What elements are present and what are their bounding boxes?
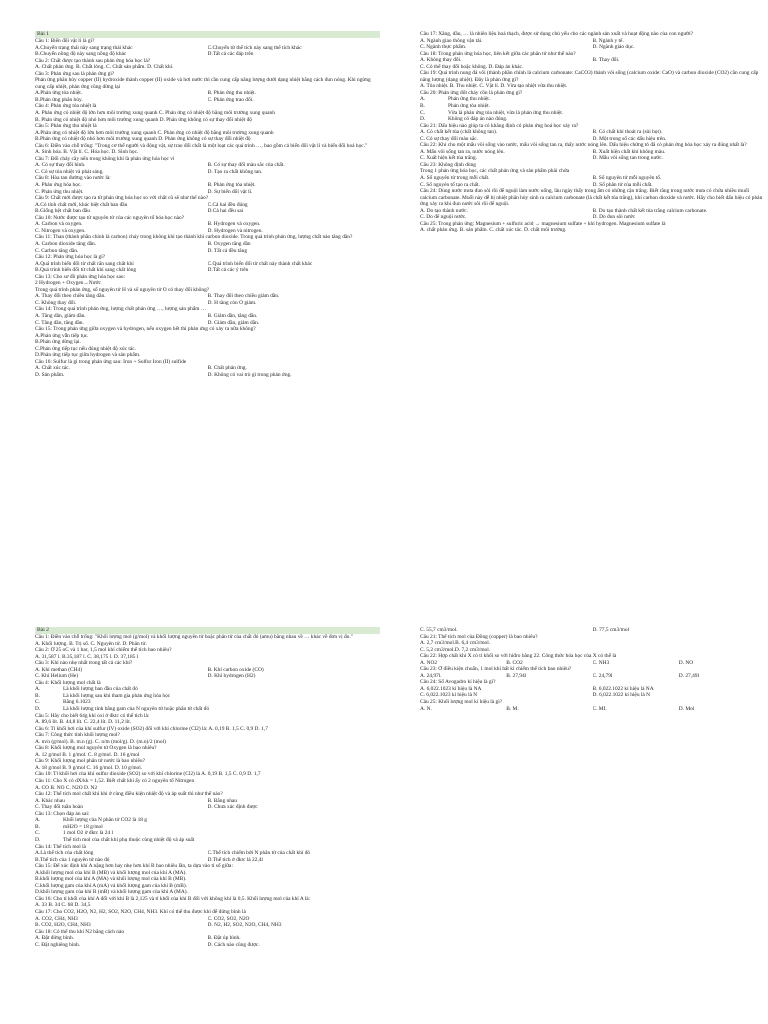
options-row (420, 214, 765, 221)
question-text: Câu 5: Hãy cho biết 64g khí oxi ở đktc có thể tích là: (35, 712, 150, 719)
options-row (35, 267, 380, 274)
text-line: A.Phản ứng có nhiệt độ lớn hơn môi trường xung quanh C. Phản ứng có nhiệt độ bằng môi trường xung quanh (35, 129, 274, 136)
answer-option: B. Ngành y tế. (592, 37, 624, 44)
question-text: Câu 11: Cho X có dX/kk = 1,52. Biết chất khí ấy có 2 nguyên tố Nitrogen (35, 778, 195, 785)
answer-option: B. Chất phản ứng. (207, 365, 247, 372)
question-text: Câu 21: Thể tích mol của Đồng (copper) là bao nhiêu? (420, 633, 538, 640)
question-text: Câu 25: Trong phản ứng: Magnesium + sulfuric acid → magnesium sulfate + khí hydrogen. Magnesium sulfate là (420, 220, 666, 227)
options-row (35, 208, 380, 215)
options-row (35, 942, 380, 949)
answer-option: B. Hydrogen và oxygen. (207, 221, 261, 228)
option-label: B. (420, 103, 425, 110)
answer-option: C. Tăng dần, tăng dần. (35, 319, 84, 326)
text-line: A. 31,587 l. B.35,187 l. C. 38,175 l. D. 37,185 l (35, 653, 139, 660)
answer-option: B. M. (506, 705, 519, 712)
text-line: B. Phản ứng có nhiệt độ nhỏ hơn môi trường xung quanh D. Phản ứng không có sự thay đổi nhiệt độ (35, 116, 252, 123)
answer-option: B. Phản ứng tỏa nhiệt. (207, 182, 256, 189)
question-text: Câu 12: Thể tích mol chất khí khi ở cùng điều kiện nhiệt độ và áp suất thì như thế nào? (35, 791, 223, 798)
answer-option: D.Tất cả các ý trên (207, 267, 249, 274)
answer-option: D. 27,49l (678, 672, 699, 679)
answer-option: A. CO2, CH4, NH3 (35, 915, 78, 922)
answer-option: B. Oxygen tăng dần (207, 240, 251, 247)
answer-option: D. Cách nào cũng được. (207, 941, 260, 948)
option-label: C. (420, 109, 425, 116)
text-line: C.Phản ứng tiếp tục nếu đúng nhiệt độ xúc tác. (35, 345, 136, 352)
option-label: D. (420, 116, 426, 123)
answer-option: D.Cả hai đều sai (207, 208, 244, 215)
answer-option: A. Không thay đổi. (420, 57, 462, 64)
answer-option: D. Chưa xác định được (207, 804, 258, 811)
question-text: Câu 23: Không định dùng (420, 161, 477, 168)
option-text: Là khối lượng ban đầu của chất đó (63, 686, 138, 693)
question-text: Câu 9: Chất mới được tạo ra từ phản ứng hóa học so với chất cũ sẽ như thế nào? (35, 195, 209, 202)
question-text: Câu 3: Khí nào nhẹ nhất trong tất cả các khí? (35, 660, 133, 667)
answer-option: B. Bằng nhau (207, 797, 237, 804)
answer-option: C. 24,79l (592, 672, 613, 679)
answer-option: B. Có sự thay đổi màu sắc của chất. (207, 162, 285, 169)
question-text: Câu 4: Phản ứng tỏa nhiệt là (35, 103, 97, 110)
options-row (420, 57, 765, 64)
answer-option: B. Thay đổi theo chiều giảm dần. (207, 293, 280, 300)
answer-option: A. Tăng dần, giảm dần. (35, 312, 86, 319)
answer-option: D. Số phân tử của mỗi chất. (592, 181, 653, 188)
question-text: Câu 24: Dùng nước mưa đun sôi rồi để nguội làm nước uống, lâu ngày thấy trong ấm có những cặn trắng. Biết rằng trong nước mưa có chứa nhiều muối calcium carbonate. Muối này dễ bị nhiệt phân hủy sinh ra calcium carbonate (là chất kết tủa trắng), khí carbon dioxide và nước. Hãy cho biết dấu hiệu có phản ứng xảy ra khi đun nước sôi rồi để nguội. (420, 188, 763, 208)
text-line: A.Phản ứng vẫn tiếp tục. (35, 332, 89, 339)
answer-option: D. Do đun sôi nước (592, 214, 635, 221)
answer-option: D. Không có vai trò gì trong phản ứng. (207, 371, 292, 378)
answer-option: C. Thay đổi tuần hoàn (35, 804, 83, 811)
question-text: Câu 8: Khối lượng mol nguyên tử Oxygen là bao nhiêu? (35, 745, 157, 752)
question-text: Câu 8: Hòa tan đường vào nước là: (35, 175, 111, 182)
options-row (420, 706, 765, 713)
option-text: Bằng 6.1023 (63, 699, 91, 706)
answer-option: B. Có chất khí thoát ra (sủi bọt). (592, 129, 663, 136)
text-line: A. CO B. NO C. N2O D. N2 (35, 784, 98, 791)
question-text: Câu 24: Số Avogadro kí hiệu là gì? (420, 679, 496, 686)
part1-left-column (35, 31, 380, 378)
text-line: B.Phản ứng có nhiệt độ nhỏ hơn môi trường xung quanh D. Phản ứng không có sự thay đổi nhiệt độ (35, 136, 251, 143)
option-label: A. (420, 96, 426, 103)
answer-option: A. Khác nhau (35, 797, 65, 804)
answer-option: C.Thể tích chiếm bởi N phân tử của chất khí đó (207, 850, 311, 857)
answer-option: B.Thể tích của 1 nguyên tử nào đó (35, 856, 110, 863)
answer-option: B. Giảm dần, tăng dần. (207, 312, 258, 319)
answer-option: C. 6,022.1023 kí hiệu là N (420, 692, 478, 699)
answer-option: D.Tất cả các đáp trên (207, 51, 254, 58)
text-line: A. Sinh hóa. B. Vật lí. C. Hóa học. D. Sinh học. (35, 149, 139, 156)
question-text: Câu 3: Phản ứng sau là phản ứng gì? (35, 70, 115, 77)
text-line: A.khối lượng mol của khí B (MB) và khối lượng mol của khí A (MA). (35, 869, 187, 876)
text-line: C. Có thể thay đổi hoặc không. D. Đáp án khác. (420, 63, 524, 70)
answer-option: C. Có sự thay đổi màu sắc. (420, 135, 479, 142)
option-text: Phản ứng tỏa nhiệt. (448, 103, 490, 110)
answer-option: B. 27,94l (506, 672, 527, 679)
answer-option: A.Chuyển trạng thái này sang trạng thái khác (35, 44, 133, 51)
option-label: A. (35, 686, 41, 693)
answer-option: C. Carbon tăng dần. (35, 247, 79, 254)
question-text: Câu 15: Trong phản ứng giữa oxygen và hydrogen, nếu oxygen hết thì phản ứng có xảy ra nữa không? (35, 326, 256, 333)
options-row (35, 922, 380, 929)
answer-option: B. Số nguyên tử mỗi nguyên tố. (592, 175, 662, 182)
text-line: A. 89,6 lít. B. 44,8 lít. C. 22,4 lít. D. 11,2 lít. (35, 719, 132, 726)
question-text: Câu 13: Cho sơ đồ phản ứng hóa học sau: (35, 273, 126, 280)
question-text: Câu 6: Điền vào chỗ trống: "Trong cơ thể người và động vật, sự trao đổi chất là một loạt các quá trình …, bao gồm cả biến đổi vật lí và biến đổi hoá học." (35, 142, 368, 149)
text-line: A. 33 B. 34 C. 68 D. 34,5 (35, 902, 91, 909)
question-text: Câu 16: Sulfur là gì trong phản ứng sau: Iron + Sulfur Iron (II) sulfide (35, 358, 187, 365)
question-text: Câu 6: Tỉ khối hơi của khí sulfur (IV) oxide (SO2) đối với khí chlorine (Cl2) là: A. 0,19 B. 1,5 C. 0,9 D. 1,7 (35, 725, 268, 732)
option-text: Vừa là phản ứng tỏa nhiệt, vừa là phản ứng thu nhiệt. (448, 109, 564, 116)
text-line: A. 2,7 cm3/mol.B. 6,4 cm3/mol. (420, 640, 491, 647)
question-text: Câu 15: Để xác định khí A nặng hơn hay nhẹ hơn khí B bao nhiêu lần, ta dựa vào tỉ số giữa: (35, 863, 233, 870)
question-text: Câu 23: Ở điều kiện chuẩn, 1 mol khí bất kì chiếm thể tích bao nhiêu? (420, 666, 572, 673)
text-line: A. m/n (g/mol). B. m.n (g). C. n/m (mol/g). D. (m.n)/2 (mol) (35, 738, 166, 745)
answer-option: D. H tăng còn O giảm. (207, 299, 257, 306)
answer-option: C. Không thay đổi. (35, 299, 77, 306)
question-text: Câu 10: Tỉ khối hơi của khí sulfur dioxide (SO2) so với khí chlorine (Cl2) là A. 0,19 B. 1,5 C. 0,9 D. 1,7 (35, 771, 261, 778)
answer-option: B. CO2, H2O, CH4, NH3 (35, 922, 91, 929)
answer-option: A. Ngành giao thông vận tải. (420, 37, 483, 44)
question-text: Câu 18: Có thể thu khí N2 bằng cách nào (35, 928, 125, 935)
question-text: Câu 17: Cho CO2, H2O, N2, H2, SO2, N2O, CH4, NH3. Khí có thể thu được khi để đứng bình là (35, 908, 246, 915)
text-line: A. Phản ứng có nhiệt độ lớn hơn môi trường xung quanh C. Phản ứng có nhiệt độ bằng môi trường xung quanh (35, 110, 275, 117)
answer-option: D. Khí hydrogen (H2) (207, 673, 256, 680)
answer-option: A.Có tính chất mới, khác biệt chất ban đầu (35, 201, 128, 208)
answer-option: D. Giảm dần, giảm dần. (207, 319, 260, 326)
answer-option: A. N. (420, 705, 432, 712)
answer-option: A. Mẩu vôi sống tan ra, nước nóng lên. (420, 148, 505, 155)
question-text: Câu 2: Ở 25 oC và 1 bar, 1,5 mol khí chiếm thể tích bao nhiêu? (35, 647, 172, 654)
question-text: Câu 2: Chất được tạo thành sau phản ứng hóa học là? (35, 57, 151, 64)
option-label: D. (35, 706, 41, 713)
answer-option: A.Quá trình biến đổi từ chất rắn sang chất khí (35, 260, 134, 267)
answer-option: A. Do tạo thành nước. (420, 207, 468, 214)
option-label: C. (35, 830, 40, 837)
options-row (420, 155, 765, 162)
answer-option: A. Có sự thay đổi hình. (35, 162, 86, 169)
question-text: Câu 22: Hợp chất khí X có tỉ khối so với hiđro bằng 22. Công thức hóa học của X có thể là (420, 653, 617, 660)
answer-option: C. Đặt nghiêng bình. (35, 941, 81, 948)
question-text: Câu 25: Khối lượng mol kí hiệu là gì? (420, 699, 503, 706)
text-line: 2 Hydrogen + Oxygen→Nước (35, 280, 101, 287)
option-text: Là khối lượng sau khi tham gia phản ứng hóa học (63, 692, 171, 699)
answer-option: C. Số nguyên tố tạo ra chất. (420, 181, 480, 188)
options-row (35, 372, 380, 379)
answer-option: A.Là thể tích của chất lỏng (35, 850, 94, 857)
question-text: Câu 16: Cho tỉ khối của khí A đối với khí B là 2,125 và tỉ khối của khí B đối với không khí là 0,5. Khối lượng mol của khí A là: (35, 895, 311, 902)
answer-option: A. Thay đổi theo chiều tăng dần. (35, 293, 106, 300)
question-text: Câu 7: Đối chảy cây nến trong không khí là phản ứng hóa học vì (35, 155, 175, 162)
question-text: Câu 21: Dấu hiệu nào giúp ta có khẳng định có phản ứng hoá học xảy ra? (420, 122, 579, 129)
answer-option: C. NH3 (592, 659, 610, 666)
answer-option: A. 24,97l. (420, 672, 442, 679)
answer-option: D. Một trong số các dấu hiệu trên. (592, 135, 667, 142)
part2-left-column (35, 627, 380, 948)
option-label: D. (35, 836, 41, 843)
answer-option: B. 6,022.1022 kí hiệu là NA (592, 685, 654, 692)
options-row (420, 44, 765, 51)
answer-option: D. Hydrogen và nitrogen. (207, 227, 263, 234)
answer-option: A. Carbon dioxide tăng dần. (35, 240, 97, 247)
options-row (420, 627, 765, 634)
question-text: Câu 9: Khối lượng mol phân tử nước là bao nhiêu? (35, 758, 145, 765)
answer-option: A. Carbon và oxygen. (35, 221, 83, 228)
question-text: Câu 4: Khối lượng mol chất là (35, 679, 101, 686)
answer-option: A. 6,022.1023 kí hiệu là NA (420, 685, 482, 692)
answer-option: D. Mẩu vôi sống tan trong nước. (592, 155, 663, 162)
question-text: Câu 14: Thể tích mol là (35, 843, 86, 850)
answer-option: A. Đặt đứng bình. (35, 935, 75, 942)
question-text: Câu 10: Nước được tạo từ nguyên tử của các nguyên tố hóa học nào? (35, 214, 185, 221)
text-line: A. Tỏa nhiệt. B. Thu nhiệt. C. Vật lí. D. Vừa tạo nhiệt vừa thu nhiệt. (420, 83, 568, 90)
answer-option: B. Thay đổi. (592, 57, 620, 64)
text-line: Trong quá trình phản ứng, số nguyên tử H và số nguyên tử O có thay đổi không? (35, 286, 210, 293)
question-text: Câu 7: Công thức tính khối lượng mol? (35, 732, 120, 739)
option-text: Khối lượng của N phân tử CO2 là 18 g (63, 817, 148, 824)
option-label: B. (35, 692, 40, 699)
answer-option: B.Chuyển nồng độ này sang nồng độ khác (35, 51, 127, 58)
answer-option: D. Mol (678, 705, 695, 712)
text-line: A. chất phản ứng. B. sản phẩm. C. chất xúc tác. D. chất môi trường. (420, 227, 567, 234)
options-row (35, 51, 380, 58)
answer-option: C. Có sự tỏa nhiệt và phát sáng. (35, 168, 104, 175)
answer-option: B. Phản ứng thu nhiệt. (207, 90, 256, 97)
answer-option: D. 6,022.1022 kí hiệu là N (592, 692, 650, 699)
answer-option: D. Tất cả đều tăng (207, 247, 248, 254)
answer-option: C. 55,7 cm3/mol. (420, 627, 458, 633)
answer-option: D. Sự biến đổi vật lí. (207, 188, 253, 195)
question-text: Câu 5: Phản ứng thu nhiệt là (35, 123, 97, 130)
option-label: B. (35, 823, 40, 830)
answer-option: C.Chuyển từ thể tích này sang thể tích khác (207, 44, 302, 51)
question-text: Câu 1: Điền vào chỗ trống: "Khối lượng mol (g/mol) và khối lượng nguyên tử hoặc phân tử của chất đó (amu) bằng nhau về … khác về đơn vị đo." (35, 634, 353, 640)
answer-option: C. Khí Helium (He) (35, 673, 79, 680)
answer-option: A. Có chất kết tủa (chất không tan). (420, 129, 498, 136)
part1-right-column (420, 31, 765, 234)
answer-option: B. CO2 (506, 659, 523, 666)
text-line: Trong 1 phản ứng hóa học, các chất phản ứng và sản phẩm phải chứa (420, 168, 570, 175)
answer-option: D. Sản phẩm. (35, 371, 65, 378)
answer-option: A. NO2 (420, 659, 438, 666)
part2-heading: Bài 2 (35, 627, 380, 634)
option-label: C. (35, 699, 40, 706)
question-text: Câu 14: Trong quá trình phản ứng, lượng chất phản ứng …, lượng sản phẩm … (35, 306, 207, 313)
option-text: mH2O = 18 g/mol (63, 823, 103, 830)
answer-option: B.Quá trình biến đổi từ chất khí sang chất lỏng (35, 267, 137, 274)
text-line: A. 18 g/mol B. 9 g/mol C. 16 g/mol. D. 10 g/mol. (35, 764, 143, 771)
options-row (35, 673, 380, 680)
answer-option: C. Ngành thực phẩm. (420, 44, 467, 51)
answer-option: C. Xuất hiện kết tủa trắng. (420, 155, 478, 162)
question-text: Câu 11: Than (thành phần chính là carbon) cháy trong không khí tạo thành khí carbon dioxide. Trong quá trình phản ứng, lượng chất nào tăng dần? (35, 234, 353, 241)
answer-option: D. NO (678, 659, 694, 666)
question-text: Câu 20: Phản ứng đốt cháy cồn là phản ứng gì? (420, 89, 523, 96)
question-text: Câu 13: Chọn đáp án sai: (35, 810, 90, 817)
option-text: Thể tích mol của chất khí phụ thuộc cùng nhiệt độ và áp suất (63, 836, 195, 843)
options-row (35, 804, 380, 811)
answer-option: B. Đặt úp bình. (207, 935, 241, 942)
answer-option: D. N2, H2, SO2, N2O, CH4, NH3 (207, 922, 282, 929)
answer-option: C. Phản ứng thu nhiệt. (35, 188, 84, 195)
text-line: A. 12 g/mol B. 1 g/mol. C. 8 g/mol. D. 16 g/mol (35, 751, 140, 758)
answer-option: A. Chất xúc tác. (35, 365, 70, 372)
part2-right-column (420, 627, 765, 712)
answer-option: A. Phản ứng hóa học. (35, 182, 82, 189)
answer-option: D. Tạo ra chất không tan. (207, 168, 263, 175)
answer-option: B.Giống hệt chất ban đầu (35, 208, 90, 215)
answer-option: B.Phản ứng phân hủy. (35, 96, 83, 103)
text-line: D.khối lượng gam của khí B (mB) và khối lượng gam của khí A (MA). (35, 889, 188, 896)
answer-option: C.Cả hai đều đúng (207, 201, 248, 208)
answer-option: A.Phản ứng tỏa nhiệt. (35, 90, 83, 97)
answer-option: D.Thể tích ở đktc là 22,4l (207, 856, 263, 863)
part1-heading: Bài 1 (35, 31, 380, 38)
text-line: Phản ứng phân hủy copper (II) hydroxide thành copper (II) oxide và hơi nước thì cần cung cấp năng lượng dưới dạng nhiệt bằng cách đun nóng. Khi ngừng cung cấp nhiệt, phản ứng cũng dừng lại (35, 77, 371, 90)
answer-option: C. MI. (592, 705, 607, 712)
option-text: Là khối lượng tính bằng gam của N nguyên tử hoặc phân tử chất đó (63, 706, 210, 713)
question-text: Câu 19: Quá trình nung đá vôi (thành phần chính là calcium carbonate: CaCO3) thành vôi sống (calcium oxide: CaO) và carbon dioxide (CO2) cần cung cấp năng lượng (dạng nhiệt). Đây là phản ứng gì? (420, 70, 759, 83)
answer-option: C. Do để nguội nước. (420, 214, 467, 221)
answer-option: A. Khí methan (CH4) (35, 666, 83, 673)
question-text: Câu 1: Biến đổi vật lí là gì? (35, 38, 95, 44)
question-text: Câu 22: Khi cho một mẩu vôi sống vào nước, mẩu vôi sống tan ra, thấy nước nóng lên. Dấu hiệu chứng tỏ đã có phản ứng hóa học xảy ra đúng nhất là? (420, 142, 747, 149)
question-text: Câu 12: Phản ứng hóa học là gì? (35, 254, 106, 261)
answer-option: B. Xuất hiện chất khí không màu. (592, 148, 666, 155)
text-line: C.khối lượng gam của khí A (mA) và khối lượng gam của khí B (mB). (35, 882, 187, 889)
answer-option: C. Phản ứng trao đổi. (207, 96, 254, 103)
option-text: 1 mol O2 ở đktc là 24 l (63, 830, 114, 837)
text-line: A. Chất phản ứng. B. Chất lỏng. C. Chất sản phẩm. D. Chất khí. (35, 64, 174, 71)
answer-option: C.Quá trình biến đổi từ chất này thành chất khác (207, 260, 313, 267)
text-line: C. 5,2 cm3/mol.D. 7,2 cm3/mol. (420, 646, 491, 653)
question-text: Câu 18: Trong phản ứng hóa học, liên kết giữa các phân tử như thế nào? (420, 50, 576, 57)
answer-option: B. Do tạo thành chất kết tủa trắng calcium carbonate. (592, 207, 708, 214)
question-text: Câu 17: Xăng, dầu, … là nhiên liệu hoá thạch, được sử dụng chủ yếu cho các ngành sản xuất và hoạt động nào của con người? (420, 31, 693, 37)
option-text: Phản ứng thu nhiệt. (448, 96, 491, 103)
answer-option: B. Khí carbon oxide (CO) (207, 666, 264, 673)
answer-option: C. Nitrogen và oxygen. (35, 227, 86, 234)
text-line: B.Phản ứng dừng lại. (35, 339, 81, 346)
answer-option: D. Ngành giáo dục. (592, 44, 635, 51)
answer-option: C. CO2, SO2, N2O (207, 915, 250, 922)
option-label: A. (35, 817, 41, 824)
option-text: Không có đáp án nào đúng. (448, 116, 508, 123)
text-line: A. Khối lượng. B. Trị số. C. Nguyên tử. D. Phân tử. (35, 640, 147, 647)
answer-option: A. Số nguyên tử trong mỗi chất. (420, 175, 490, 182)
text-line: D.Phản ứng tiếp tục giữa hydrogen và sản phẩm. (35, 352, 141, 359)
text-line: B.khối lượng mol của khí A (MA) và khối lượng mol của khí B (MB). (35, 876, 187, 883)
answer-option: D. 77,5 cm3/mol (592, 627, 630, 633)
